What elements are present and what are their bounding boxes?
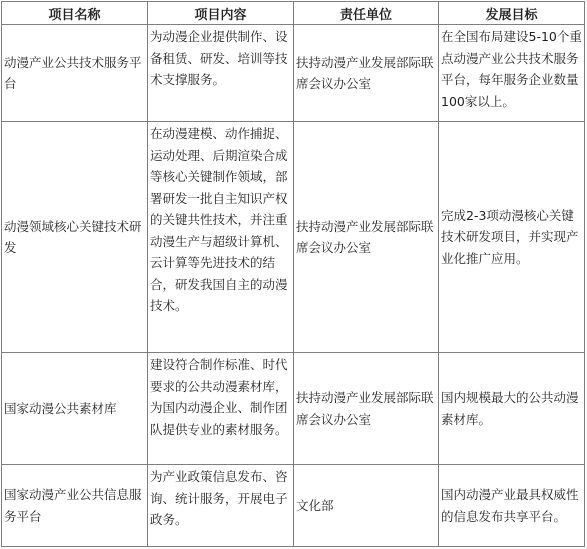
project-name-cell: 动漫产业公共技术服务平台: [2, 25, 148, 122]
table-header-row: [2, 2, 585, 25]
header-responsible-unit: 责任单位: [294, 2, 439, 25]
development-goal-cell: 在全国布局建设5-10个重点动漫产业公共技术服务平台，每年服务企业数量100家以上。: [439, 25, 585, 122]
project-content-cell: 为产业政策信息发布、咨询、统计服务，开展电子政务。: [148, 465, 294, 547]
project-name-cell: 国家动漫产业公共信息服务平台: [2, 465, 148, 547]
table-row: [2, 122, 585, 353]
responsible-unit-cell: 扶持动漫产业发展部际联席会议办公室: [294, 353, 439, 465]
projects-table: [1, 1, 585, 547]
table-row: [2, 465, 585, 547]
responsible-unit-cell: 扶持动漫产业发展部际联席会议办公室: [294, 122, 439, 353]
project-name-cell: 国家动漫公共素材库: [2, 353, 148, 465]
responsible-unit-cell: 文化部: [294, 465, 439, 547]
table-row: [2, 25, 585, 122]
table-row: [2, 353, 585, 465]
header-project-content: 项目内容: [148, 2, 294, 25]
responsible-unit-cell: 扶持动漫产业发展部际联席会议办公室: [294, 25, 439, 122]
header-development-goal: 发展目标: [439, 2, 585, 25]
development-goal-cell: 国内动漫产业最具权威性的信息发布共享平台。: [439, 465, 585, 547]
project-content-cell: 建设符合制作标准、时代要求的公共动漫素材库，为国内动漫企业、制作团队提供专业的素材服务。: [148, 353, 294, 465]
development-goal-cell: 国内规模最大的公共动漫素材库。: [439, 353, 585, 465]
header-project-name: 项目名称: [2, 2, 148, 25]
project-content-cell: 在动漫建模、动作捕捉、运动处理、后期渲染合成等核心关键制作领域，部署研发一批自主知识产权的关键共性技术，并注重动漫生产与超级计算机、云计算等先进技术的结合，研发我国自主的动漫技术。: [148, 122, 294, 353]
development-goal-cell: 完成2-3项动漫核心关键技术研发项目，并实现产业化推广应用。: [439, 122, 585, 353]
project-name-cell: 动漫领域核心关键技术研发: [2, 122, 148, 353]
project-content-cell: 为动漫企业提供制作、设备租赁、研发、培训等技术支撑服务。: [148, 25, 294, 122]
